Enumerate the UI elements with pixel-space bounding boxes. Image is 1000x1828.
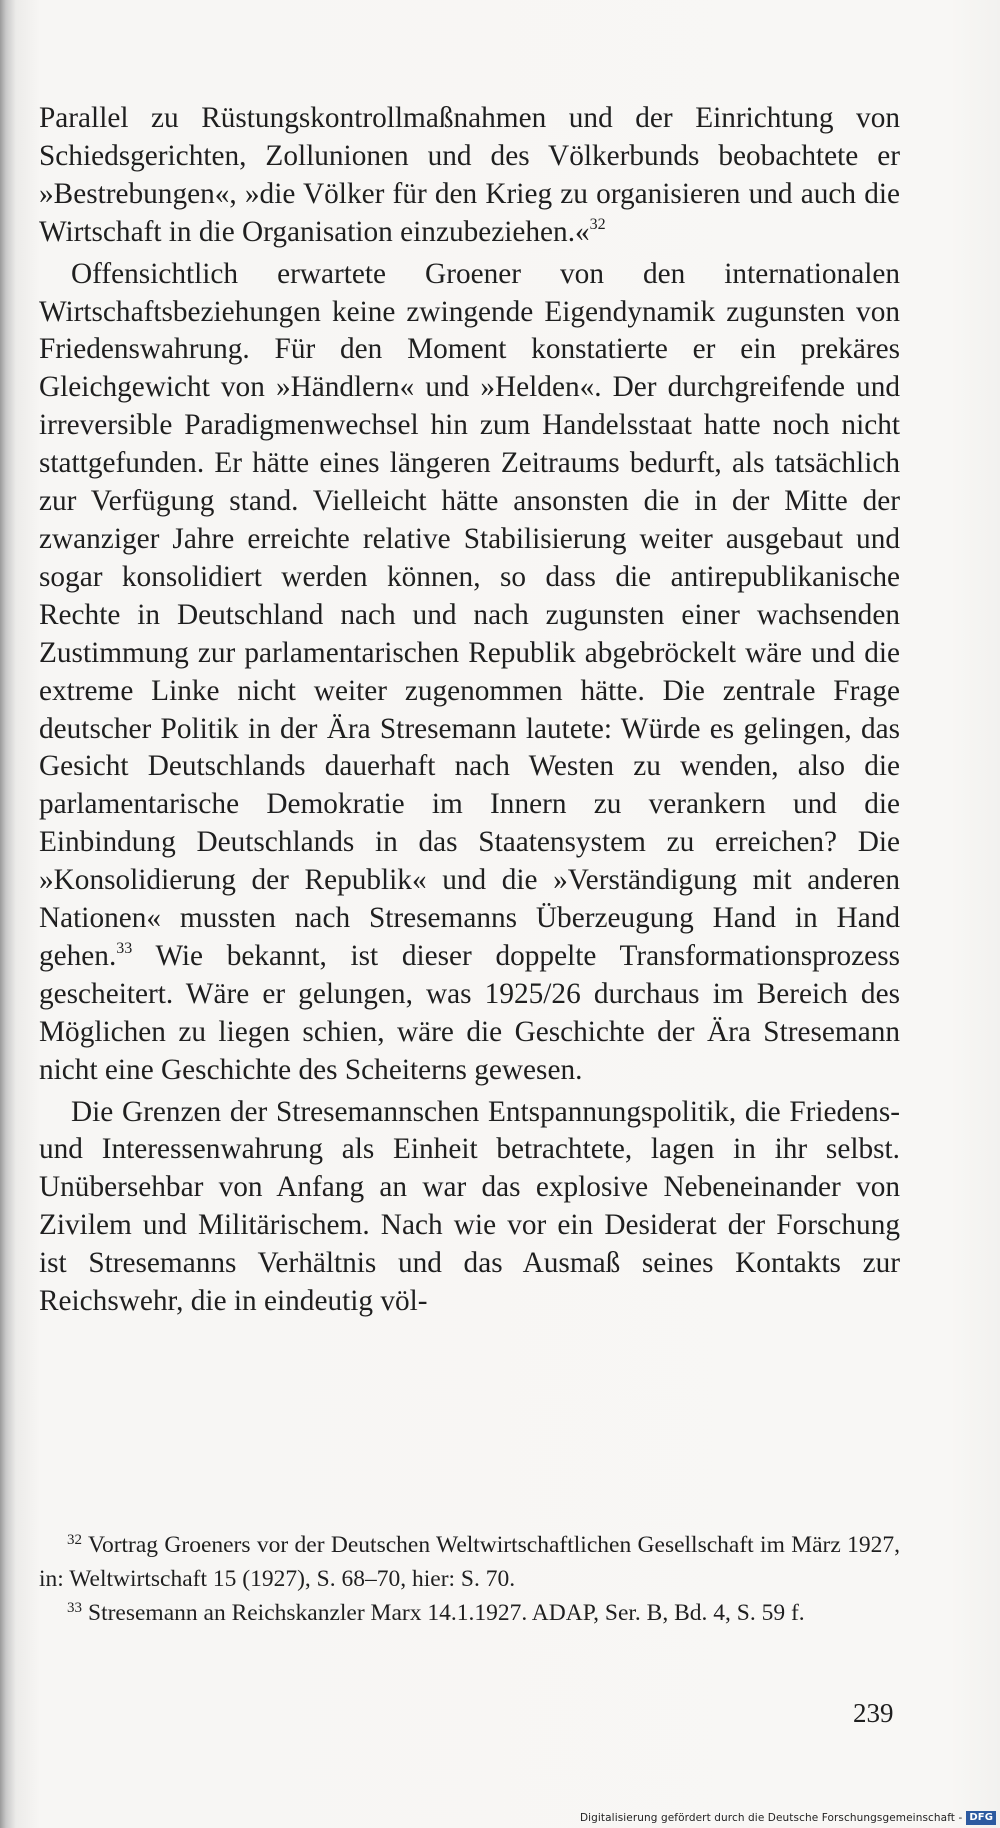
main-text <box>39 100 900 1321</box>
page-number: 239 <box>853 1698 894 1728</box>
paragraph-2-continuation: Wie bekannt, ist dieser doppelte Transformationsprozess gescheitert. Wäre er gelungen, was 1925/26 durchaus im Bereich des Möglichen zu liegen schien, wäre die Geschichte der Ära Stresemann nicht eine Geschichte des Scheiterns gewesen. <box>39 939 900 1086</box>
footnote-33-number: 33 <box>67 1600 82 1616</box>
footnote-33-text: Stresemann an Reichskanzler Marx 14.1.1927. ADAP, Ser. B, Bd. 4, S. 59 f. <box>88 1600 805 1626</box>
paragraph-1 <box>39 100 900 252</box>
footnote-32-number: 32 <box>67 1532 82 1548</box>
dfg-logo-icon: DFG <box>966 1811 996 1825</box>
paragraph-2 <box>39 256 900 1090</box>
footnote-ref-33[interactable]: 33 <box>116 939 133 957</box>
digitization-notice <box>580 1810 996 1826</box>
paragraph-3 <box>39 1094 900 1321</box>
footnote-33 <box>39 1596 900 1630</box>
footnote-32 <box>39 1528 900 1596</box>
paragraph-1-text: Parallel zu Rüstungskontrollmaßnahmen und der Einrichtung von Schiedsgerichten, Zollunionen und des Völkerbunds beobachtete er »Bestrebungen«, »die Völker für den Krieg zu organisieren und auch die Wirtschaft in die Organisation einzubeziehen.« <box>39 102 900 248</box>
footnote-ref-32[interactable]: 32 <box>589 215 606 233</box>
paragraph-3-text: Die Grenzen der Stresemannschen Entspannungspolitik, die Friedens- und Interessenwahrung als Einheit betrachtete, lagen in ihr selbst. Unübersehbar von Anfang an war das explosive Nebeneinander von Zivilem und Militärischem. Nach wie vor ein Desiderat der Forschung ist Stresemanns Verhältnis und das Ausmaß seines Kontakts zur Reichswehr, die in eindeutig völ- <box>39 1095 900 1318</box>
paragraph-2-text: Offensichtlich erwartete Groener von den internationalen Wirtschaftsbeziehungen keine zwingende Eigendynamik zugunsten von Friedenswahrung. Für den Moment konstatierte er ein prekäres Gleichgewicht von »Händlern« und »Helden«. Der durchgreifende und irreversible Paradigmenwechsel hin zum Handelsstaat hatte noch nicht stattgefunden. Er hätte eines längeren Zeitraums bedurft, als tatsächlich zur Verfügung stand. Vielleicht hätte ansonsten die in der Mitte der zwanziger Jahre erreichte relative Stabilisierung weiter ausgebaut und sogar konsolidiert werden können, so dass die antirepublikanische Rechte in Deutschland nach und nach zugunsten einer wachsenden Zustimmung zur parlamentarischen Republik abgebröckelt wäre und die extreme Linke nicht weiter zugenommen hätte. Die zentrale Frage deutscher Politik in der Ära Stresemann lautete: Würde es gelingen, das Gesicht Deutschlands dauerhaft nach Westen zu wenden, also die parlamentarische Demokratie im Innern zu verankern und die Einbindung Deutschlands in das Staatensystem zu erreichen? Die »Konsolidierung der Republik« und die »Verständigung mit anderen Nationen« mussten nach Stresemanns Überzeugung Hand in Hand gehen. <box>39 257 900 972</box>
digitization-notice-text: Digitalisierung gefördert durch die Deutsche Forschungsgemeinschaft - <box>579 1812 963 1824</box>
footnotes <box>39 1528 900 1630</box>
footnote-32-text: Vortrag Groeners vor der Deutschen Weltwirtschaftlichen Gesellschaft im März 1927, in: Weltwirtschaft 15 (1927), S. 68–70, hier: S. 70. <box>39 1532 900 1592</box>
